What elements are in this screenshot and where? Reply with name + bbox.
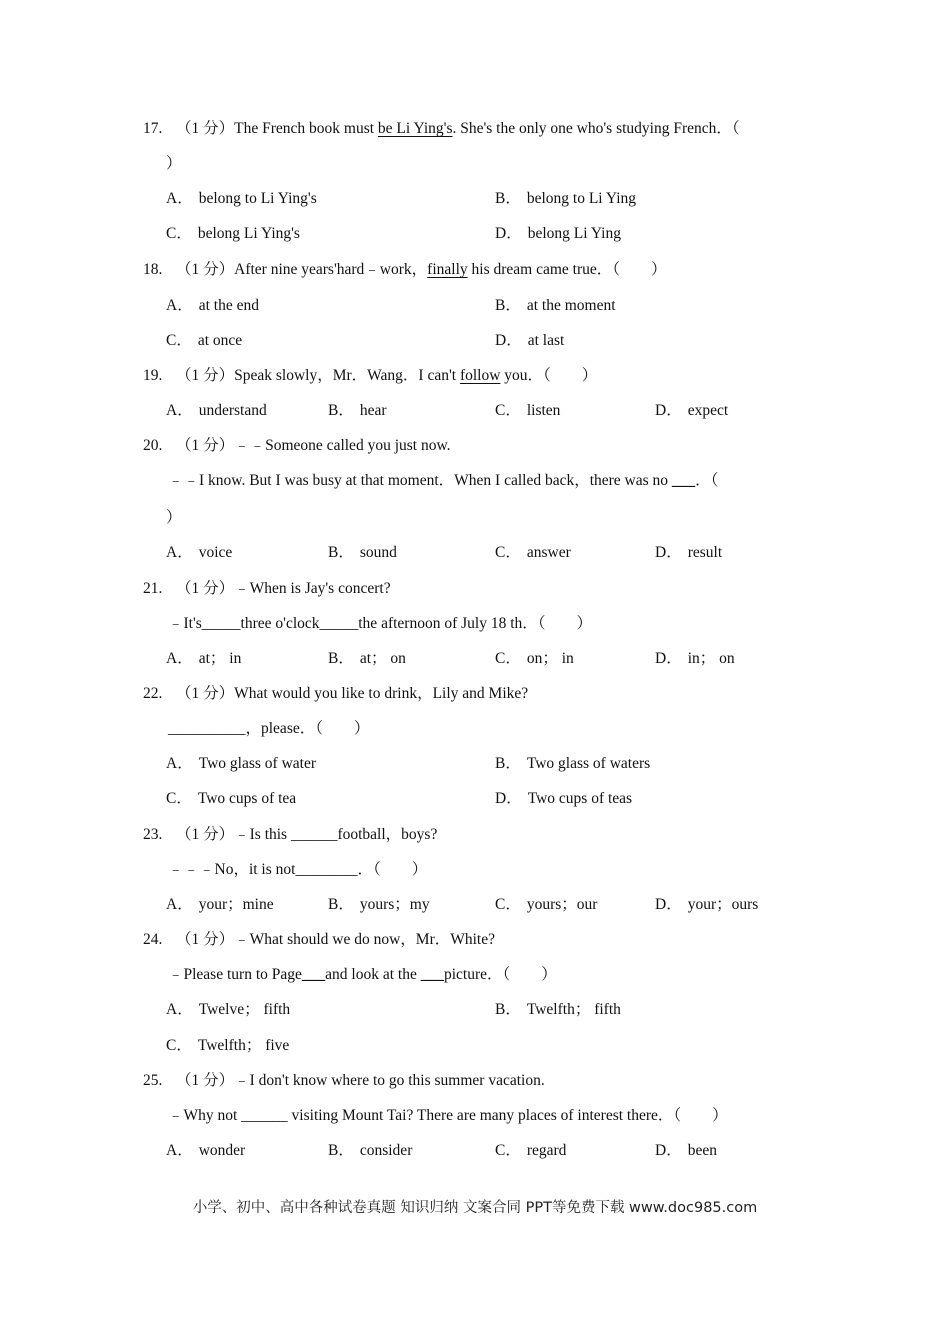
option-letter: D．: [655, 896, 682, 913]
option-d: [655, 401, 728, 421]
option-letter: A．: [166, 402, 193, 419]
stem-text: you．（ ）: [500, 367, 598, 384]
option-a: [166, 543, 232, 563]
option-letter: A．: [166, 190, 193, 207]
option-text: answer: [526, 544, 571, 561]
question-stem: [176, 579, 391, 599]
answer-blank: ___: [420, 966, 444, 983]
option-text: been: [687, 1142, 717, 1159]
question-stem: [176, 930, 495, 950]
option-text: Twelve； fifth: [198, 1001, 291, 1018]
option-text: listen: [526, 402, 561, 419]
question-stem: [176, 825, 437, 845]
option-c: [495, 543, 571, 563]
question-number: 17.: [143, 120, 163, 137]
option-letter: A．: [166, 544, 193, 561]
option-letter: B．: [328, 650, 354, 667]
option-text: belong Li Ying: [527, 225, 621, 242]
stem-text: ﹣It's_____three o'clock_____the afternoon of July 18 th．（ ）: [168, 615, 593, 632]
option-c: [166, 331, 242, 351]
option-a: [166, 754, 316, 774]
option-letter: B．: [328, 402, 354, 419]
option-b: [328, 1141, 412, 1161]
question-number: 24.: [143, 931, 163, 948]
option-b: [328, 401, 387, 421]
option-letter: C．: [495, 544, 521, 561]
option-text: on； in: [526, 650, 574, 667]
option-c: [495, 1141, 566, 1161]
question-stem: [176, 119, 740, 139]
stem-text: （1 分）What would you like to drink，Lily and Mike?: [176, 685, 529, 702]
option-text: sound: [359, 544, 397, 561]
option-text: your；ours: [687, 896, 759, 913]
option-text: wonder: [198, 1142, 246, 1159]
question-dialogue-line: [168, 719, 369, 739]
option-d: [495, 224, 621, 244]
option-text: at last: [527, 332, 565, 349]
option-b: [495, 189, 636, 209]
option-text: consider: [359, 1142, 413, 1159]
stem-text: （1 分）﹣﹣Someone called you just now.: [176, 437, 451, 454]
underlined-phrase: be Li Ying's: [377, 120, 453, 137]
option-d: [655, 649, 735, 669]
stem-text: （1 分）Speak slowly，Mr．Wang．I can't: [176, 367, 460, 384]
option-a: [166, 1000, 290, 1020]
question-number: 21.: [143, 580, 163, 597]
stem-text: ﹣﹣﹣No，it is not________．（ ）: [168, 861, 428, 878]
option-b: [495, 1000, 621, 1020]
option-text: belong Li Ying's: [197, 225, 300, 242]
question-number: 20.: [143, 437, 163, 454]
option-letter: C．: [495, 650, 521, 667]
option-c: [495, 401, 560, 421]
option-letter: B．: [328, 544, 354, 561]
option-d: [495, 789, 632, 809]
option-text: at the end: [198, 297, 259, 314]
option-b: [328, 649, 406, 669]
question-stem: [176, 436, 451, 456]
question-number: 23.: [143, 826, 163, 843]
option-a: [166, 401, 267, 421]
option-text: in； on: [687, 650, 735, 667]
option-text: understand: [198, 402, 267, 419]
option-letter: C．: [166, 790, 192, 807]
option-c: [166, 1036, 289, 1056]
option-letter: B．: [328, 896, 354, 913]
option-text: expect: [687, 402, 729, 419]
option-b: [328, 543, 397, 563]
answer-blank: ___: [671, 472, 696, 489]
option-a: [166, 189, 317, 209]
question-stem: [176, 366, 597, 386]
option-letter: B．: [495, 1001, 521, 1018]
question-stem: [176, 1071, 545, 1091]
option-letter: D．: [655, 402, 682, 419]
question-stem: [176, 260, 667, 280]
option-letter: C．: [495, 896, 521, 913]
option-text: Two glass of water: [198, 755, 316, 772]
question-number: 19.: [143, 367, 163, 384]
question-dialogue-line: [168, 965, 557, 985]
option-letter: B．: [495, 190, 521, 207]
option-text: regard: [526, 1142, 567, 1159]
paren-close: ）: [166, 155, 182, 172]
stem-text: （1 分）After nine years'hard﹣work，: [176, 261, 428, 278]
stem-text: （1 分）﹣When is Jay's concert?: [176, 580, 391, 597]
stem-text: ﹣﹣I know. But I was busy at that moment．When I called back，there was no: [168, 472, 672, 489]
stem-text: and look at the: [325, 966, 421, 983]
option-c: [166, 789, 296, 809]
option-c: [495, 649, 574, 669]
option-a: [166, 1141, 245, 1161]
option-letter: D．: [495, 332, 522, 349]
option-letter: A．: [166, 1142, 193, 1159]
option-letter: A．: [166, 755, 193, 772]
stem-text: his dream came true．（ ）: [467, 261, 667, 278]
option-text: at the moment: [526, 297, 616, 314]
stem-text: picture．（ ）: [443, 966, 557, 983]
stem-text: __________，please．（ ）: [168, 720, 370, 737]
option-b: [495, 296, 616, 316]
option-text: voice: [198, 544, 233, 561]
underlined-phrase: follow: [459, 367, 501, 384]
option-letter: B．: [495, 755, 521, 772]
question-number: 18.: [143, 261, 163, 278]
option-letter: C．: [495, 402, 521, 419]
stem-text: ．（: [695, 472, 719, 489]
option-text: your；mine: [198, 896, 274, 913]
option-text: belong to Li Ying: [526, 190, 637, 207]
question-dialogue-line: [168, 860, 427, 880]
option-text: Two cups of tea: [197, 790, 297, 807]
option-text: Two glass of waters: [526, 755, 651, 772]
option-letter: D．: [495, 225, 522, 242]
question-number: 22.: [143, 685, 163, 702]
underlined-phrase: finally: [427, 261, 468, 278]
option-letter: D．: [495, 790, 522, 807]
question-dialogue-line: [168, 614, 592, 634]
question-stem: [176, 684, 528, 704]
option-d: [495, 331, 564, 351]
answer-blank: ___: [301, 966, 326, 983]
option-letter: B．: [328, 1142, 354, 1159]
option-letter: C．: [166, 1037, 192, 1054]
stem-text: . She's the only one who's studying French．（: [452, 120, 740, 137]
option-c: [166, 224, 300, 244]
option-a: [166, 895, 274, 915]
stem-text: （1 分）﹣What should we do now，Mr．White?: [176, 931, 495, 948]
option-a: [166, 296, 259, 316]
option-text: yours；my: [359, 896, 430, 913]
option-text: at once: [197, 332, 243, 349]
option-text: Twelfth； five: [197, 1037, 290, 1054]
option-text: Twelfth； fifth: [526, 1001, 621, 1018]
question-dialogue-line: [168, 471, 718, 491]
option-b: [328, 895, 430, 915]
option-text: Two cups of teas: [527, 790, 633, 807]
option-d: [655, 1141, 717, 1161]
option-d: [655, 895, 758, 915]
stem-text: （1 分）﹣Is this ______football，boys?: [176, 826, 438, 843]
option-letter: A．: [166, 297, 193, 314]
stem-text: （1 分）﹣I don't know where to go this summer vacation.: [176, 1072, 545, 1089]
option-a: [166, 649, 241, 669]
option-text: result: [687, 544, 723, 561]
option-text: at； on: [359, 650, 406, 667]
option-text: belong to Li Ying's: [198, 190, 317, 207]
option-letter: A．: [166, 650, 193, 667]
option-d: [655, 543, 722, 563]
stem-text: （1 分）The French book must: [176, 120, 378, 137]
footer-watermark: 小学、初中、高中各种试卷真题 知识归纳 文案合同 PPT等免费下载 www.doc985.com: [192, 1200, 758, 1216]
option-letter: D．: [655, 1142, 682, 1159]
question-number: 25.: [143, 1072, 163, 1089]
option-letter: A．: [166, 1001, 193, 1018]
option-c: [495, 895, 597, 915]
option-letter: C．: [166, 332, 192, 349]
option-letter: D．: [655, 544, 682, 561]
stem-text: ﹣Please turn to Page: [168, 966, 302, 983]
option-letter: A．: [166, 896, 193, 913]
option-text: at； in: [198, 650, 242, 667]
option-letter: B．: [495, 297, 521, 314]
option-b: [495, 754, 650, 774]
option-letter: C．: [495, 1142, 521, 1159]
option-letter: D．: [655, 650, 682, 667]
option-text: yours；our: [526, 896, 598, 913]
option-letter: C．: [166, 225, 192, 242]
stem-text: ﹣Why not ______ visiting Mount Tai? There are many places of interest there．（ ）: [168, 1107, 728, 1124]
option-text: hear: [359, 402, 387, 419]
question-dialogue-line: [168, 1106, 728, 1126]
paren-close: ）: [166, 509, 182, 526]
